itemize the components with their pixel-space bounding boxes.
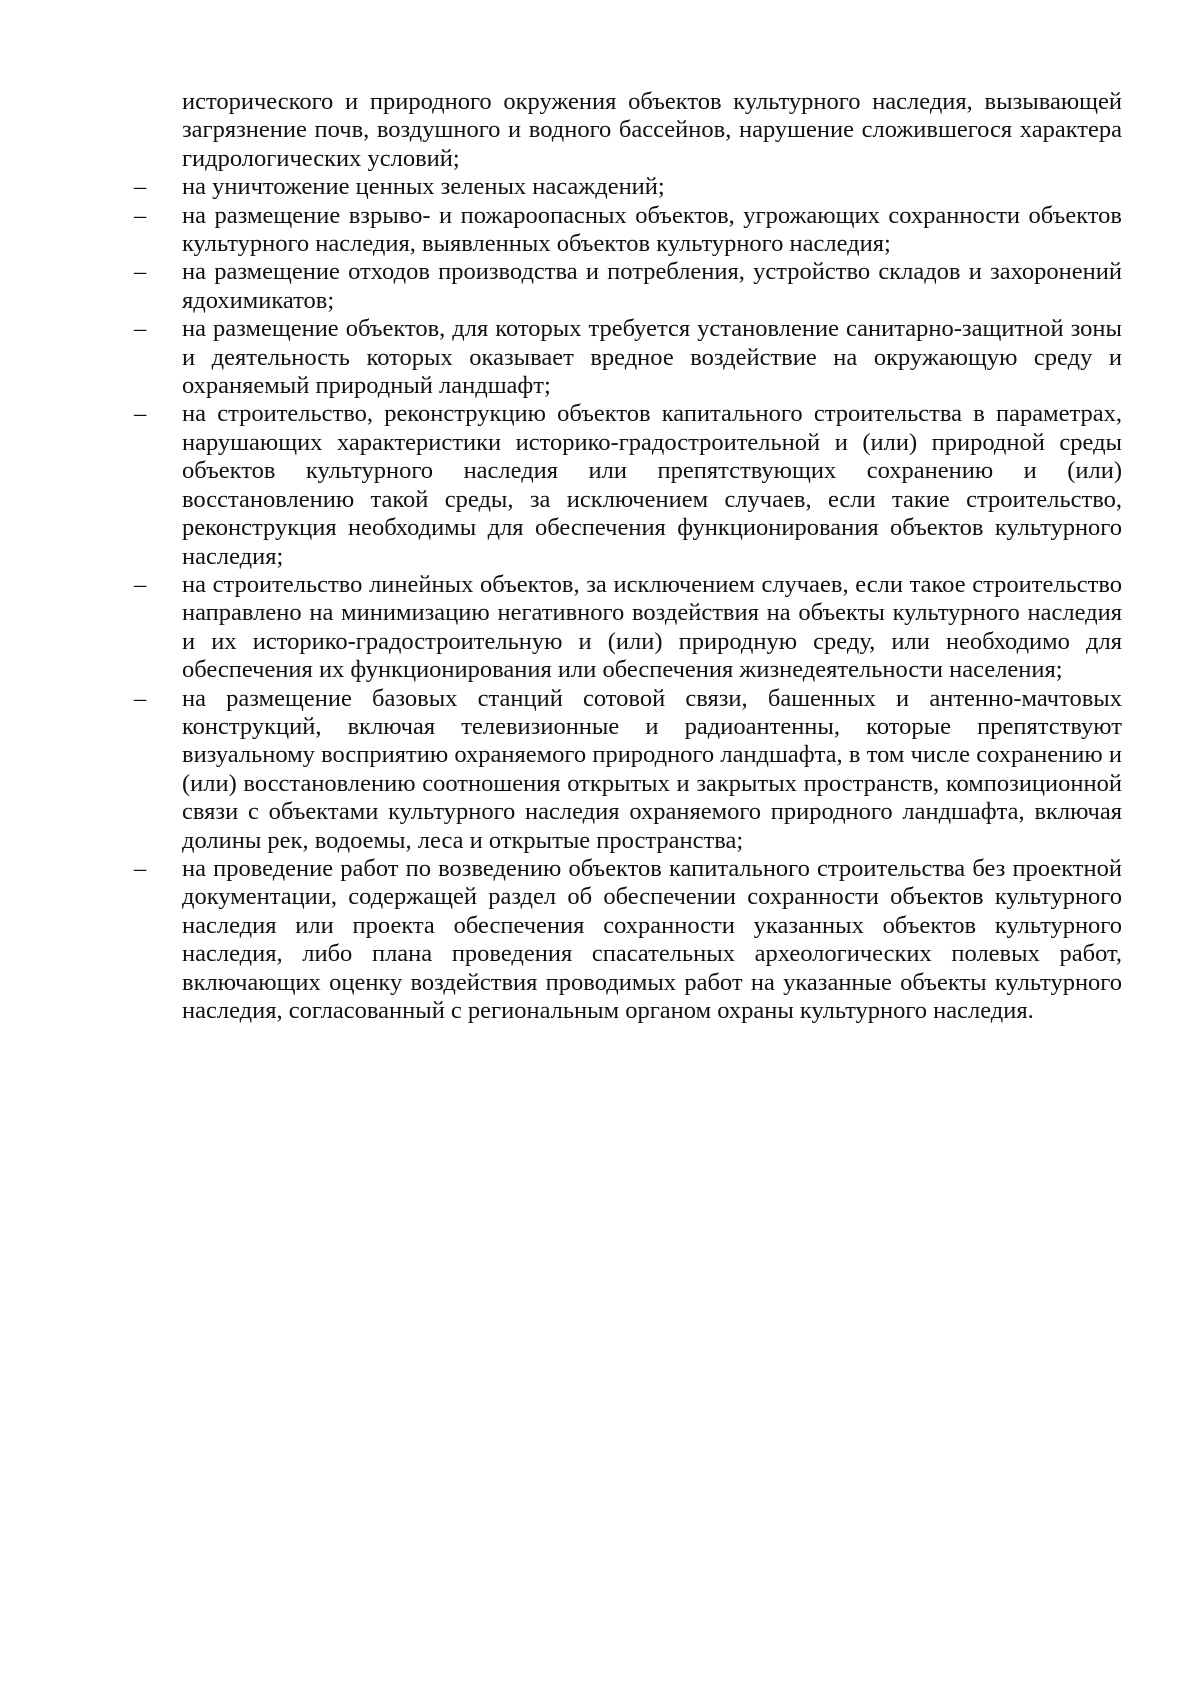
- list-item-text: на проведение работ по возведению объектов капитального строительства без проектной документации, содержащей раздел об обеспечении сохранности объектов культурного наследия или проекта обеспечения сохранности указанных объектов культурного наследия, либо плана проведения спасательных археологических полевых работ, включающих оценку воздействия проводимых работ на указанные объекты культурного наследия, согласованный с региональным органом охраны культурного наследия.: [182, 854, 1122, 1024]
- list-item: [134, 685, 1122, 855]
- dash-bullet: –: [134, 400, 147, 428]
- list-item-text: на размещение отходов производства и потребления, устройство складов и захоронений ядохимикатов;: [182, 258, 1122, 314]
- list-item-text: на строительство, реконструкцию объектов капитального строительства в параметрах, нарушающих характеристики историко-градостроительной и (или) природной среды объектов культурного наследия или препятствующих сохранению и (или) восстановлению такой среды, за исключением случаев, если такие строительство, реконструкция необходимы для обеспечения функционирования объектов культурного наследия;: [182, 400, 1122, 570]
- list-item-text: на размещение базовых станций сотовой связи, башенных и антенно-мачтовых конструкций, включая телевизионные и радиоантенны, которые препятствуют визуальному восприятию охраняемого природного ландшафта, в том числе сохранению и (или) восстановлению соотношения открытых и закрытых пространств, композиционной связи с объектами культурного наследия охраняемого природного ландшафта, включая долины рек, водоемы, леса и открытые пространства;: [182, 684, 1122, 854]
- dash-bullet: –: [134, 684, 147, 712]
- list-item: [134, 258, 1122, 315]
- document-body: [134, 88, 1122, 1025]
- dash-bullet: –: [134, 201, 147, 229]
- list-item-text: на уничтожение ценных зеленых насаждений;: [182, 173, 665, 201]
- list-item: [134, 400, 1122, 570]
- list-item: [134, 571, 1122, 685]
- continuation-paragraph: исторического и природного окружения объектов культурного наследия, вызывающей загрязнение почв, воздушного и водного бассейнов, нарушение сложившегося характера гидрологических условий;: [182, 88, 1122, 172]
- dash-bullet: –: [134, 173, 147, 201]
- list-item-text: на размещение взрыво- и пожароопасных объектов, угрожающих сохранности объектов культурного наследия, выявленных объектов культурного наследия;: [182, 201, 1122, 258]
- list-item-text: на размещение объектов, для которых требуется установление санитарно-защитной зоны и деятельность которых оказывает вредное воздействие на окружающую среду и охраняемый природный ландшафт;: [182, 315, 1122, 400]
- list-item: [134, 202, 1122, 259]
- list-item-text: на строительство линейных объектов, за исключением случаев, если такое строительство направлено на минимизацию негативного воздействия на объекты культурного наследия и их историко-градостроительную и (или) природную среду, или необходимо для обеспечения их функционирования или обеспечения жизнедеятельности населения;: [182, 570, 1122, 684]
- dash-bullet: –: [134, 854, 147, 882]
- list-item: [134, 855, 1122, 1025]
- dash-bullet: –: [134, 570, 147, 598]
- list-item: [134, 315, 1122, 400]
- dash-bullet: –: [134, 315, 147, 343]
- dash-bullet: –: [134, 258, 147, 286]
- list-item: [134, 173, 1122, 201]
